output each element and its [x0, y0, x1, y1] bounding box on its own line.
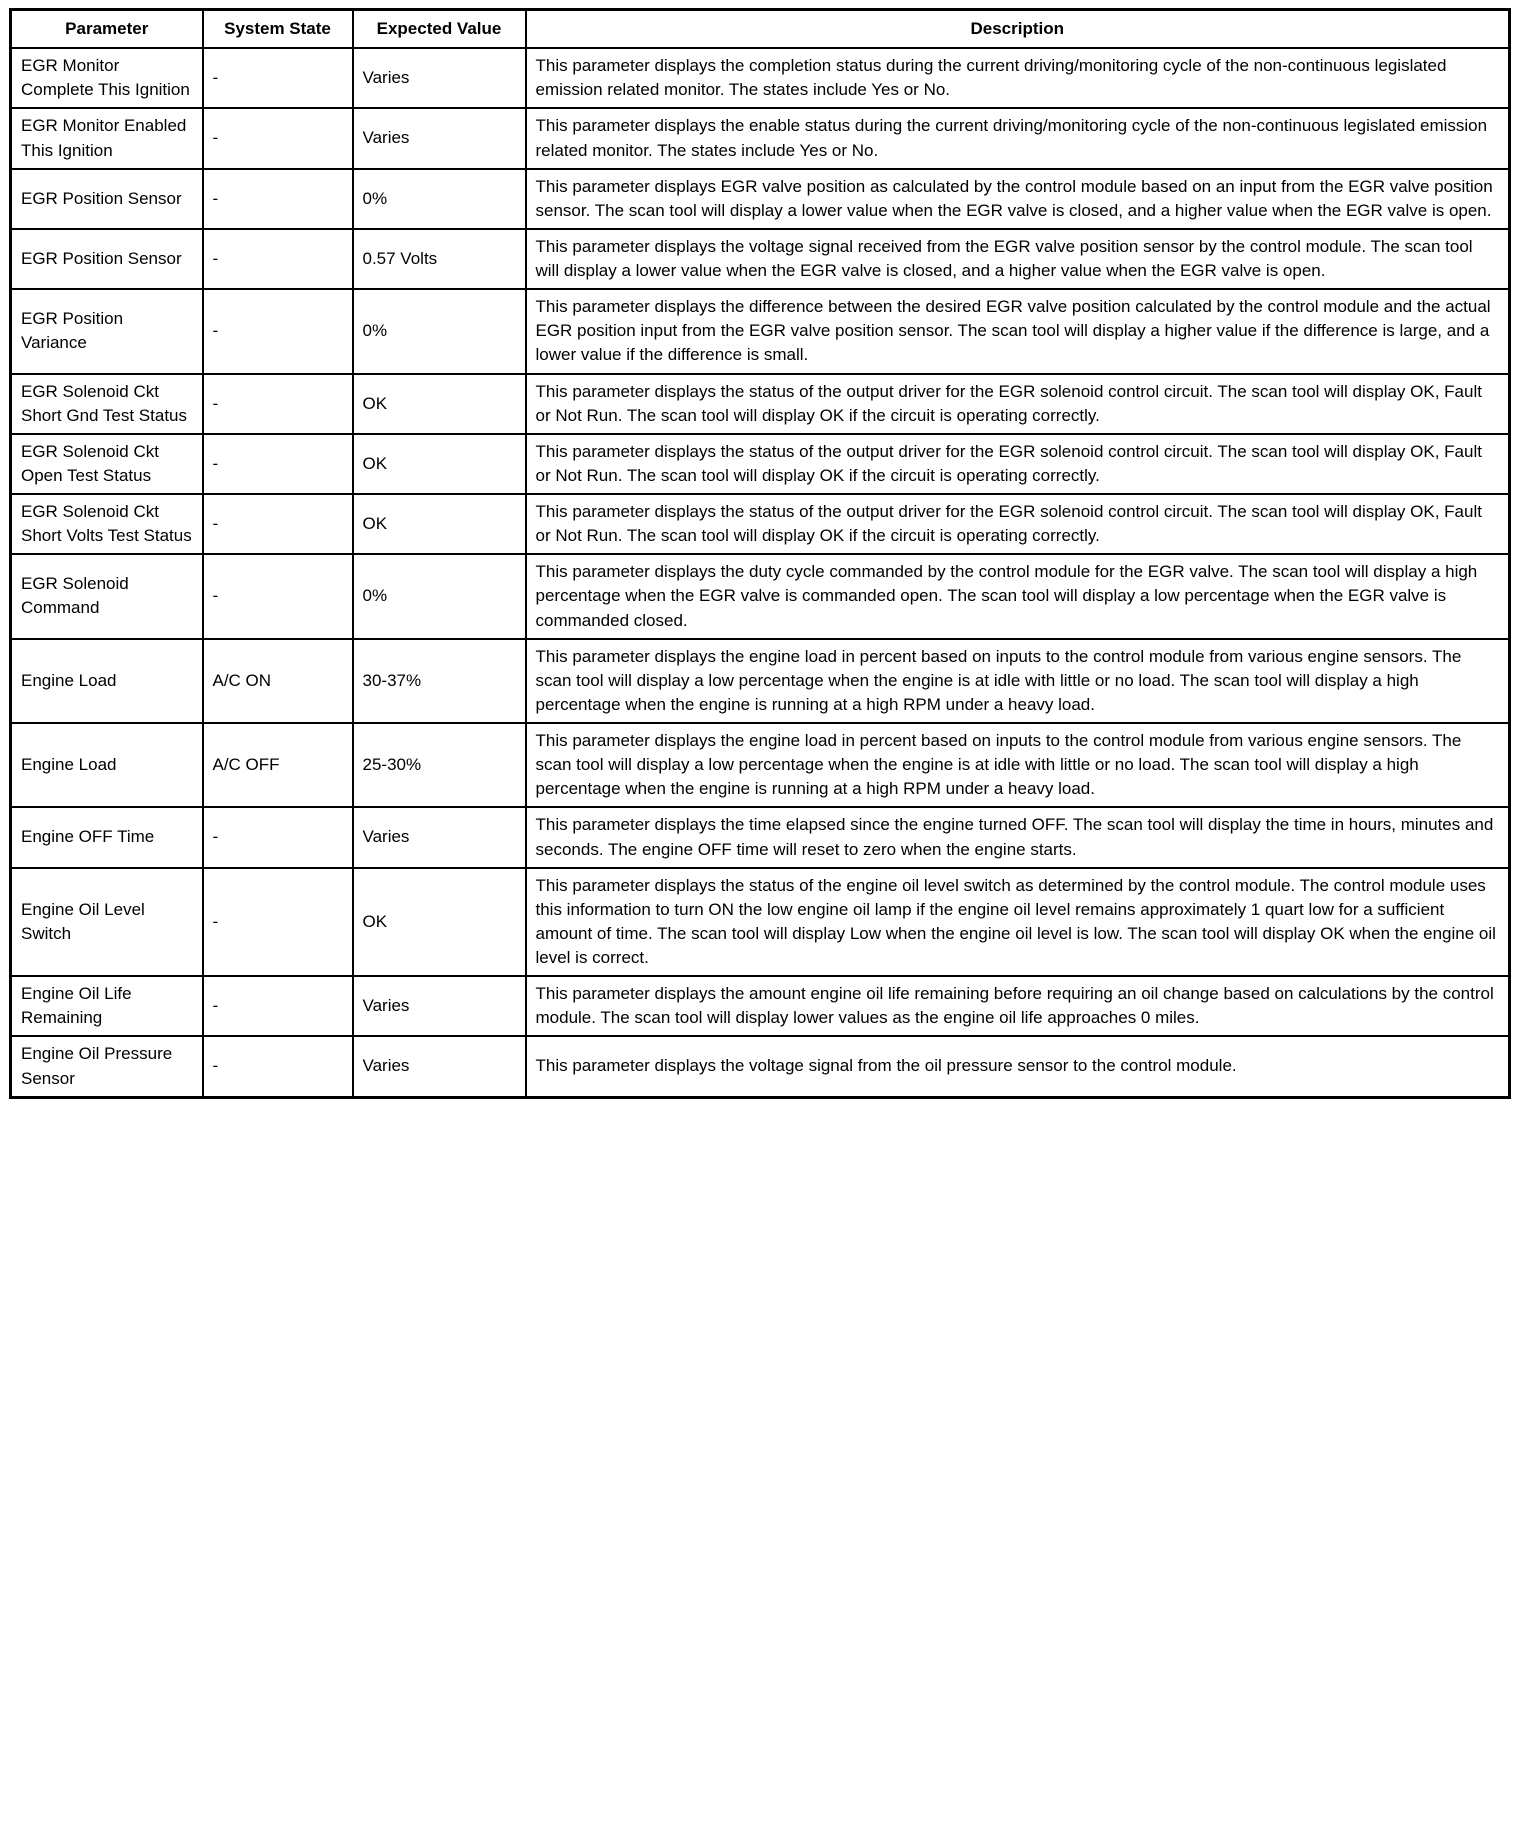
- parameter-cell: EGR Monitor Complete This Ignition: [11, 48, 203, 108]
- expected-value-cell: 25-30%: [353, 723, 526, 807]
- parameter-cell: EGR Solenoid Ckt Open Test Status: [11, 434, 203, 494]
- table-body: [11, 48, 1510, 1097]
- parameter-cell: Engine Oil Pressure Sensor: [11, 1036, 203, 1097]
- description-cell: This parameter displays the voltage signal received from the EGR valve position sensor by the control module. The scan tool will display a lower value when the EGR valve is closed, and a higher value when the EGR valve is open.: [526, 229, 1510, 289]
- table-row: [11, 1036, 1510, 1097]
- parameter-cell: EGR Solenoid Command: [11, 554, 203, 638]
- description-cell: This parameter displays the duty cycle commanded by the control module for the EGR valve. The scan tool will display a high percentage when the EGR valve is commanded open. The scan tool will display a low percentage when the EGR valve is commanded closed.: [526, 554, 1510, 638]
- table-row: [11, 48, 1510, 108]
- description-cell: This parameter displays EGR valve position as calculated by the control module based on an input from the EGR valve position sensor. The scan tool will display a lower value when the EGR valve is closed, and a higher value when the EGR valve is open.: [526, 169, 1510, 229]
- table-row: [11, 434, 1510, 494]
- description-cell: This parameter displays the status of the output driver for the EGR solenoid control circuit. The scan tool will display OK, Fault or Not Run. The scan tool will display OK if the circuit is operating correctly.: [526, 494, 1510, 554]
- system-state-cell: A/C OFF: [203, 723, 353, 807]
- expected-value-cell: Varies: [353, 108, 526, 168]
- parameter-cell: EGR Position Sensor: [11, 229, 203, 289]
- description-cell: This parameter displays the enable status during the current driving/monitoring cycle of the non-continuous legislated emission related monitor. The states include Yes or No.: [526, 108, 1510, 168]
- header-system-state: System State: [203, 10, 353, 49]
- description-cell: This parameter displays the status of the output driver for the EGR solenoid control circuit. The scan tool will display OK, Fault or Not Run. The scan tool will display OK if the circuit is operating correctly.: [526, 434, 1510, 494]
- parameter-cell: EGR Solenoid Ckt Short Volts Test Status: [11, 494, 203, 554]
- system-state-cell: A/C ON: [203, 639, 353, 723]
- header-parameter: Parameter: [11, 10, 203, 49]
- system-state-cell: -: [203, 169, 353, 229]
- table-row: [11, 807, 1510, 867]
- parameter-cell: Engine Load: [11, 639, 203, 723]
- table-row: [11, 289, 1510, 373]
- parameter-cell: EGR Monitor Enabled This Ignition: [11, 108, 203, 168]
- header-description: Description: [526, 10, 1510, 49]
- expected-value-cell: 0%: [353, 169, 526, 229]
- description-cell: This parameter displays the amount engine oil life remaining before requiring an oil change based on calculations by the control module. The scan tool will display lower values as the engine oil life approaches 0 miles.: [526, 976, 1510, 1036]
- system-state-cell: -: [203, 434, 353, 494]
- description-cell: This parameter displays the completion status during the current driving/monitoring cycle of the non-continuous legislated emission related monitor. The states include Yes or No.: [526, 48, 1510, 108]
- table-row: [11, 723, 1510, 807]
- header-row: [11, 10, 1510, 49]
- expected-value-cell: Varies: [353, 976, 526, 1036]
- description-cell: This parameter displays the voltage signal from the oil pressure sensor to the control module.: [526, 1036, 1510, 1097]
- table-row: [11, 554, 1510, 638]
- table-row: [11, 639, 1510, 723]
- parameter-cell: Engine Oil Level Switch: [11, 868, 203, 977]
- parameter-cell: EGR Position Sensor: [11, 169, 203, 229]
- system-state-cell: -: [203, 868, 353, 977]
- expected-value-cell: 0%: [353, 554, 526, 638]
- parameter-cell: Engine OFF Time: [11, 807, 203, 867]
- table-row: [11, 169, 1510, 229]
- system-state-cell: -: [203, 229, 353, 289]
- table-row: [11, 108, 1510, 168]
- table-row: [11, 229, 1510, 289]
- system-state-cell: -: [203, 807, 353, 867]
- expected-value-cell: OK: [353, 434, 526, 494]
- expected-value-cell: OK: [353, 868, 526, 977]
- expected-value-cell: OK: [353, 374, 526, 434]
- parameter-cell: Engine Load: [11, 723, 203, 807]
- system-state-cell: -: [203, 494, 353, 554]
- system-state-cell: -: [203, 289, 353, 373]
- parameter-cell: EGR Position Variance: [11, 289, 203, 373]
- expected-value-cell: OK: [353, 494, 526, 554]
- expected-value-cell: Varies: [353, 1036, 526, 1097]
- table-row: [11, 868, 1510, 977]
- expected-value-cell: Varies: [353, 807, 526, 867]
- parameter-cell: Engine Oil Life Remaining: [11, 976, 203, 1036]
- expected-value-cell: Varies: [353, 48, 526, 108]
- description-cell: This parameter displays the status of the output driver for the EGR solenoid control circuit. The scan tool will display OK, Fault or Not Run. The scan tool will display OK if the circuit is operating correctly.: [526, 374, 1510, 434]
- table-row: [11, 976, 1510, 1036]
- expected-value-cell: 30-37%: [353, 639, 526, 723]
- header-expected-value: Expected Value: [353, 10, 526, 49]
- expected-value-cell: 0.57 Volts: [353, 229, 526, 289]
- system-state-cell: -: [203, 108, 353, 168]
- table-row: [11, 494, 1510, 554]
- system-state-cell: -: [203, 554, 353, 638]
- system-state-cell: -: [203, 976, 353, 1036]
- expected-value-cell: 0%: [353, 289, 526, 373]
- description-cell: This parameter displays the engine load in percent based on inputs to the control module from various engine sensors. The scan tool will display a low percentage when the engine is at idle with little or no load. The scan tool will display a high percentage when the engine is running at a high RPM under a heavy load.: [526, 723, 1510, 807]
- system-state-cell: -: [203, 374, 353, 434]
- description-cell: This parameter displays the difference between the desired EGR valve position calculated by the control module and the actual EGR position input from the EGR valve position sensor. The scan tool will display a higher value if the difference is large, and a lower value if the difference is small.: [526, 289, 1510, 373]
- table-row: [11, 374, 1510, 434]
- system-state-cell: -: [203, 1036, 353, 1097]
- parameter-cell: EGR Solenoid Ckt Short Gnd Test Status: [11, 374, 203, 434]
- description-cell: This parameter displays the engine load in percent based on inputs to the control module from various engine sensors. The scan tool will display a low percentage when the engine is at idle with little or no load. The scan tool will display a high percentage when the engine is running at a high RPM under a heavy load.: [526, 639, 1510, 723]
- system-state-cell: -: [203, 48, 353, 108]
- description-cell: This parameter displays the status of the engine oil level switch as determined by the control module. The control module uses this information to turn ON the low engine oil lamp if the engine oil level remains approximately 1 quart low for a sufficient amount of time. The scan tool will display Low when the engine oil level is low. The scan tool will display OK when the engine oil level is correct.: [526, 868, 1510, 977]
- table-header: [11, 10, 1510, 49]
- parameter-reference-table: [9, 8, 1511, 1099]
- description-cell: This parameter displays the time elapsed since the engine turned OFF. The scan tool will display the time in hours, minutes and seconds. The engine OFF time will reset to zero when the engine starts.: [526, 807, 1510, 867]
